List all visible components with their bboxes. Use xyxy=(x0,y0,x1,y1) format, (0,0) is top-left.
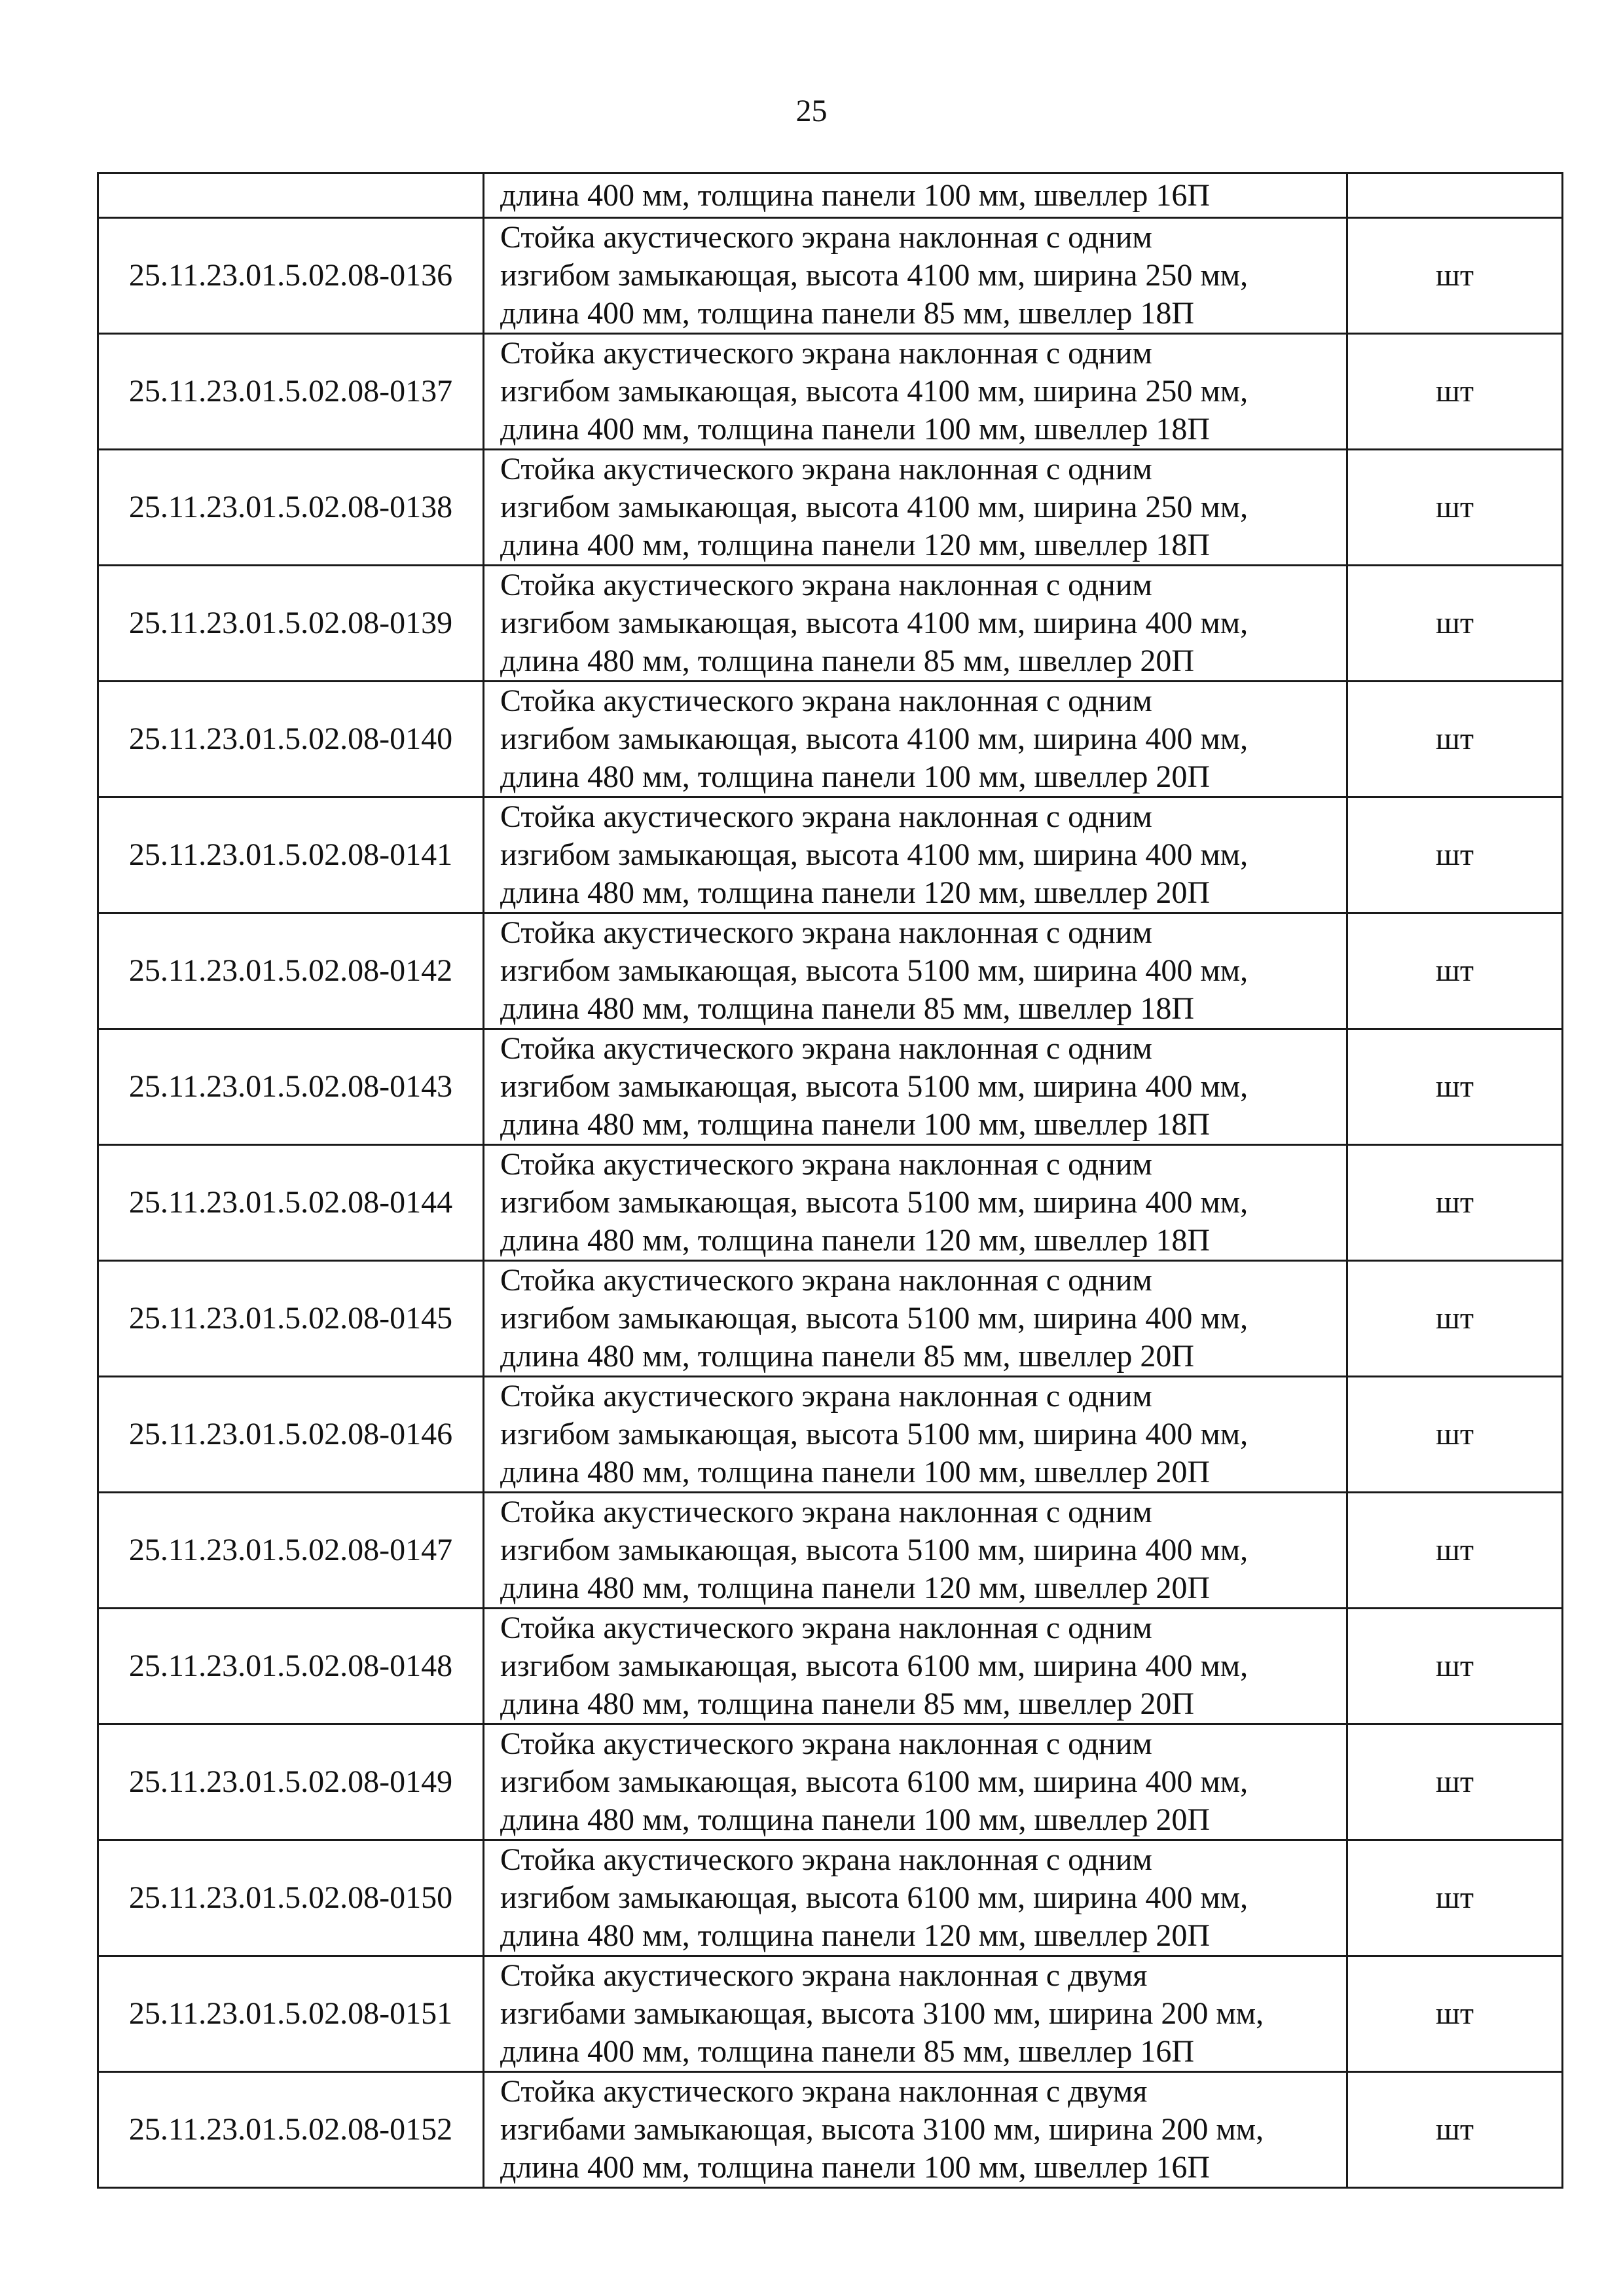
row-code: 25.11.23.01.5.02.08-0138 xyxy=(98,450,484,566)
row-description xyxy=(484,334,1347,450)
table-row xyxy=(98,1493,1563,1609)
row-unit xyxy=(1347,173,1563,218)
description-line: изгибом замыкающая, высота 4100 мм, ширина 400 мм, xyxy=(500,606,1249,640)
description-line: изгибом замыкающая, высота 5100 мм, ширина 400 мм, xyxy=(500,953,1249,988)
description-line: Стойка акустического экрана наклонная с одним xyxy=(500,452,1152,486)
table-row xyxy=(98,1840,1563,1956)
row-description xyxy=(484,1840,1347,1956)
row-description xyxy=(484,2072,1347,2188)
table-row-continuation xyxy=(98,173,1563,218)
description-line: длина 480 мм, толщина панели 100 мм, швеллер 20П xyxy=(500,1455,1211,1489)
table-row xyxy=(98,566,1563,682)
row-description xyxy=(484,1493,1347,1609)
row-description xyxy=(484,797,1347,913)
description-line: изгибом замыкающая, высота 5100 мм, ширина 400 мм, xyxy=(500,1069,1249,1104)
row-code: 25.11.23.01.5.02.08-0146 xyxy=(98,1377,484,1493)
row-code: 25.11.23.01.5.02.08-0152 xyxy=(98,2072,484,2188)
description-line: длина 480 мм, толщина панели 120 мм, швеллер 20П xyxy=(500,1918,1211,1953)
description-line: длина 400 мм, толщина панели 100 мм, швеллер 18П xyxy=(500,412,1211,446)
description-line: Стойка акустического экрана наклонная с одним xyxy=(500,568,1152,602)
row-code xyxy=(98,173,484,218)
description-line: Стойка акустического экрана наклонная с двумя xyxy=(500,1958,1148,1993)
table-row xyxy=(98,797,1563,913)
row-code: 25.11.23.01.5.02.08-0145 xyxy=(98,1261,484,1377)
description-line: изгибом замыкающая, высота 5100 мм, ширина 400 мм, xyxy=(500,1185,1249,1220)
table-row xyxy=(98,1956,1563,2072)
row-description xyxy=(484,566,1347,682)
description-line: Стойка акустического экрана наклонная с одним xyxy=(500,1611,1152,1645)
page-number: 25 xyxy=(795,94,828,128)
description-line: длина 400 мм, толщина панели 120 мм, швеллер 18П xyxy=(500,528,1211,562)
row-code: 25.11.23.01.5.02.08-0143 xyxy=(98,1029,484,1145)
description-line: изгибом замыкающая, высота 4100 мм, ширина 250 мм, xyxy=(500,490,1249,524)
row-code: 25.11.23.01.5.02.08-0141 xyxy=(98,797,484,913)
table-row xyxy=(98,450,1563,566)
description-line: Стойка акустического экрана наклонная с одним xyxy=(500,1147,1152,1182)
row-code: 25.11.23.01.5.02.08-0136 xyxy=(98,218,484,334)
description-line: изгибом замыкающая, высота 4100 мм, ширина 250 мм, xyxy=(500,374,1249,409)
description-line: длина 480 мм, толщина панели 100 мм, швеллер 18П xyxy=(500,1107,1211,1142)
description-line: длина 480 мм, толщина панели 120 мм, швеллер 18П xyxy=(500,1223,1211,1258)
description-line: Стойка акустического экрана наклонная с одним xyxy=(500,799,1152,834)
description-line: изгибом замыкающая, высота 5100 мм, ширина 400 мм, xyxy=(500,1417,1249,1451)
table-row xyxy=(98,2072,1563,2188)
description-line: Стойка акустического экрана наклонная с одним xyxy=(500,915,1152,950)
description-line: изгибом замыкающая, высота 5100 мм, ширина 400 мм, xyxy=(500,1301,1249,1336)
row-unit: шт xyxy=(1347,1377,1563,1493)
description-line: длина 480 мм, толщина панели 100 мм, швеллер 20П xyxy=(500,759,1211,794)
table-row xyxy=(98,218,1563,334)
description-line: длина 480 мм, толщина панели 120 мм, швеллер 20П xyxy=(500,1571,1211,1605)
row-unit: шт xyxy=(1347,797,1563,913)
row-description xyxy=(484,1956,1347,2072)
table-row xyxy=(98,1724,1563,1840)
row-description xyxy=(484,1261,1347,1377)
row-unit: шт xyxy=(1347,1609,1563,1724)
description-line: Стойка акустического экрана наклонная с одним xyxy=(500,1495,1152,1529)
description-line: Стойка акустического экрана наклонная с одним xyxy=(500,220,1152,255)
row-unit: шт xyxy=(1347,682,1563,797)
row-code: 25.11.23.01.5.02.08-0149 xyxy=(98,1724,484,1840)
description-line: Стойка акустического экрана наклонная с одним xyxy=(500,1031,1152,1066)
table-row xyxy=(98,1029,1563,1145)
description-line: изгибом замыкающая, высота 6100 мм, ширина 400 мм, xyxy=(500,1649,1249,1683)
row-unit: шт xyxy=(1347,2072,1563,2188)
description-line: длина 480 мм, толщина панели 120 мм, швеллер 20П xyxy=(500,875,1211,910)
description-line: длина 480 мм, толщина панели 85 мм, швеллер 20П xyxy=(500,1339,1195,1374)
row-unit: шт xyxy=(1347,1029,1563,1145)
description-line: длина 480 мм, толщина панели 85 мм, швеллер 20П xyxy=(500,1686,1195,1721)
row-code: 25.11.23.01.5.02.08-0142 xyxy=(98,913,484,1029)
description-line: изгибом замыкающая, высота 6100 мм, ширина 400 мм, xyxy=(500,1880,1249,1915)
description-line: длина 400 мм, толщина панели 100 мм, швеллер 16П xyxy=(500,2150,1211,2185)
row-description xyxy=(484,913,1347,1029)
table-row xyxy=(98,682,1563,797)
description-line: длина 480 мм, толщина панели 100 мм, швеллер 20П xyxy=(500,1802,1211,1837)
description-line: длина 400 мм, толщина панели 85 мм, швеллер 16П xyxy=(500,2034,1195,2069)
row-unit: шт xyxy=(1347,1840,1563,1956)
row-unit: шт xyxy=(1347,913,1563,1029)
row-unit: шт xyxy=(1347,1145,1563,1261)
description-line: изгибами замыкающая, высота 3100 мм, ширина 200 мм, xyxy=(500,2112,1264,2147)
description-line: Стойка акустического экрана наклонная с одним xyxy=(500,1263,1152,1298)
specification-table xyxy=(97,172,1563,2189)
description-line: Стойка акустического экрана наклонная с одним xyxy=(500,683,1152,718)
table-row xyxy=(98,1145,1563,1261)
row-unit: шт xyxy=(1347,218,1563,334)
description-line: Стойка акустического экрана наклонная с одним xyxy=(500,336,1152,371)
row-code: 25.11.23.01.5.02.08-0150 xyxy=(98,1840,484,1956)
description-line: изгибами замыкающая, высота 3100 мм, ширина 200 мм, xyxy=(500,1996,1264,2031)
description-line: длина 400 мм, толщина панели 85 мм, швеллер 18П xyxy=(500,296,1195,331)
row-unit: шт xyxy=(1347,334,1563,450)
row-description xyxy=(484,1609,1347,1724)
row-unit: шт xyxy=(1347,1493,1563,1609)
row-description xyxy=(484,218,1347,334)
row-unit: шт xyxy=(1347,450,1563,566)
table-row xyxy=(98,1261,1563,1377)
row-code: 25.11.23.01.5.02.08-0144 xyxy=(98,1145,484,1261)
table-body xyxy=(98,173,1563,2188)
row-description xyxy=(484,1029,1347,1145)
description-line: длина 480 мм, толщина панели 85 мм, швеллер 20П xyxy=(500,644,1195,678)
row-code: 25.11.23.01.5.02.08-0139 xyxy=(98,566,484,682)
description-line: Стойка акустического экрана наклонная с двумя xyxy=(500,2074,1148,2109)
row-unit: шт xyxy=(1347,1724,1563,1840)
description-line: изгибом замыкающая, высота 4100 мм, ширина 400 мм, xyxy=(500,837,1249,872)
table-row xyxy=(98,1609,1563,1724)
row-unit: шт xyxy=(1347,566,1563,682)
description-line: изгибом замыкающая, высота 6100 мм, ширина 400 мм, xyxy=(500,1764,1249,1799)
row-description xyxy=(484,1145,1347,1261)
description-line: Стойка акустического экрана наклонная с одним xyxy=(500,1842,1152,1877)
row-code: 25.11.23.01.5.02.08-0140 xyxy=(98,682,484,797)
description-line: длина 480 мм, толщина панели 85 мм, швеллер 18П xyxy=(500,991,1195,1026)
row-unit: шт xyxy=(1347,1261,1563,1377)
table-row xyxy=(98,1377,1563,1493)
description-line: Стойка акустического экрана наклонная с одним xyxy=(500,1379,1152,1413)
row-description xyxy=(484,682,1347,797)
table-row xyxy=(98,913,1563,1029)
description-line: Стойка акустического экрана наклонная с одним xyxy=(500,1726,1152,1761)
description-line: изгибом замыкающая, высота 4100 мм, ширина 250 мм, xyxy=(500,258,1249,293)
row-unit: шт xyxy=(1347,1956,1563,2072)
description-line: изгибом замыкающая, высота 5100 мм, ширина 400 мм, xyxy=(500,1533,1249,1567)
row-description xyxy=(484,1377,1347,1493)
row-code: 25.11.23.01.5.02.08-0151 xyxy=(98,1956,484,2072)
table-row xyxy=(98,334,1563,450)
row-description xyxy=(484,1724,1347,1840)
row-code: 25.11.23.01.5.02.08-0137 xyxy=(98,334,484,450)
row-description: длина 400 мм, толщина панели 100 мм, швеллер 16П xyxy=(484,173,1347,218)
row-code: 25.11.23.01.5.02.08-0148 xyxy=(98,1609,484,1724)
row-code: 25.11.23.01.5.02.08-0147 xyxy=(98,1493,484,1609)
row-description xyxy=(484,450,1347,566)
description-line: изгибом замыкающая, высота 4100 мм, ширина 400 мм, xyxy=(500,721,1249,756)
